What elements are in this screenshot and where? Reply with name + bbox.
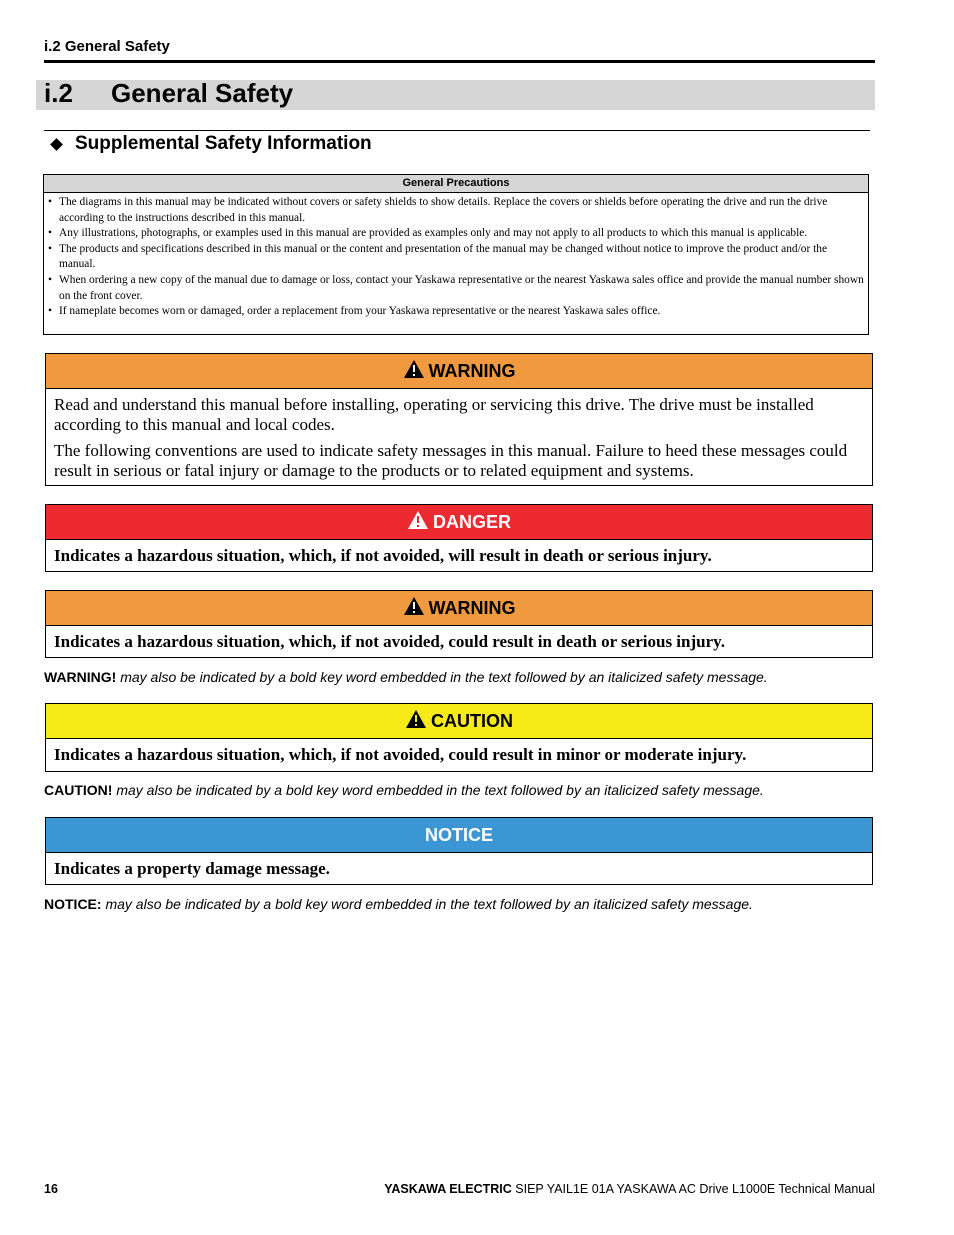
caution-note-text: may also be indicated by a bold key word embedded in the text followed by an italicized safety message. [116,782,764,798]
footer-manual-title: SIEP YAIL1E 01A YASKAWA AC Drive L1000E Technical Manual [515,1182,875,1196]
warning-text: Indicates a hazardous situation, which, if not avoided, could result in death or serious injury. [54,632,725,651]
caution-note [44,781,764,799]
warning-triangle-icon [405,709,427,734]
caution-header [46,704,872,739]
warning-note-text: may also be indicated by a bold key word embedded in the text followed by an italicized safety message. [120,669,768,685]
general-precautions-list [44,193,868,320]
caution-label: CAUTION [431,710,513,731]
warning-intro-label: WARNING [428,360,516,381]
notice-note-text: may also be indicated by a bold key word embedded in the text followed by an italicized safety message. [105,896,753,912]
warning-intro-box [45,353,873,486]
notice-box [45,817,873,885]
list-item: • The products and specifications described in this manual or the content and presentation of the manual may be changed without notice to improve the product and/or the manual. [48,242,828,271]
danger-label: DANGER [432,511,511,532]
warning-intro-paragraph-1: Read and understand this manual before installing, operating or servicing this drive. The drive must be installed according to this manual and local codes. [54,395,814,434]
caution-note-key: CAUTION! [44,782,113,798]
page-number: 16 [44,1182,58,1196]
notice-label: NOTICE [424,824,493,845]
footer-manual-info [384,1182,875,1196]
general-precautions-title: General Precautions [44,175,868,193]
warning-note-key: WARNING! [44,669,117,685]
warning-intro-header [46,354,872,389]
running-head: i.2 General Safety [44,38,170,55]
warning-intro-body [46,389,872,487]
subsection-rule [44,130,870,131]
danger-box [45,504,873,572]
subsection-title: Supplemental Safety Information [75,133,372,154]
notice-note-key: NOTICE: [44,896,102,912]
list-item: • When ordering a new copy of the manual due to damage or loss, contact your Yaskawa representative or the nearest Yaskawa sales office and provide the manual number shown on the front cover. [48,273,864,302]
subsection-heading [48,132,372,156]
notice-note [44,895,753,913]
list-item: • If nameplate becomes worn or damaged, order a replacement from your Yaskawa representative or the nearest Yaskawa sales office. [48,305,661,318]
caution-box [45,703,873,772]
warning-box [45,590,873,658]
warning-intro-paragraph-2: The following conventions are used to indicate safety messages in this manual. Failure to heed these messages could result in serious or fatal injury or damage to the products or to related equipment and systems. [54,441,848,480]
caution-text: Indicates a hazardous situation, which, if not avoided, could result in minor or moderate injury. [54,745,747,764]
footer-brand: YASKAWA ELECTRIC [384,1182,512,1196]
header-rule [44,60,875,63]
warning-label: WARNING [428,597,516,618]
list-item: • Any illustrations, photographs, or examples used in this manual are provided as examples only and may not apply to all products to which this manual is applicable. [48,227,808,240]
general-precautions-table [43,174,869,335]
danger-text: Indicates a hazardous situation, which, if not avoided, will result in death or serious injury. [54,546,712,565]
section-number: i.2 [44,78,73,108]
warning-triangle-icon [407,510,429,535]
notice-text: Indicates a property damage message. [54,859,330,878]
notice-header [46,818,872,853]
diamond-bullet-icon [50,138,63,151]
warning-note [44,668,768,686]
warning-header [46,591,872,626]
warning-triangle-icon [403,359,425,384]
danger-header [46,505,872,540]
warning-triangle-icon [403,596,425,621]
list-item: • The diagrams in this manual may be indicated without covers or safety shields to show details. Replace the covers or shields before operating the drive and run the drive according to the instructions described in this manual. [48,196,828,224]
section-title: General Safety [111,78,294,108]
